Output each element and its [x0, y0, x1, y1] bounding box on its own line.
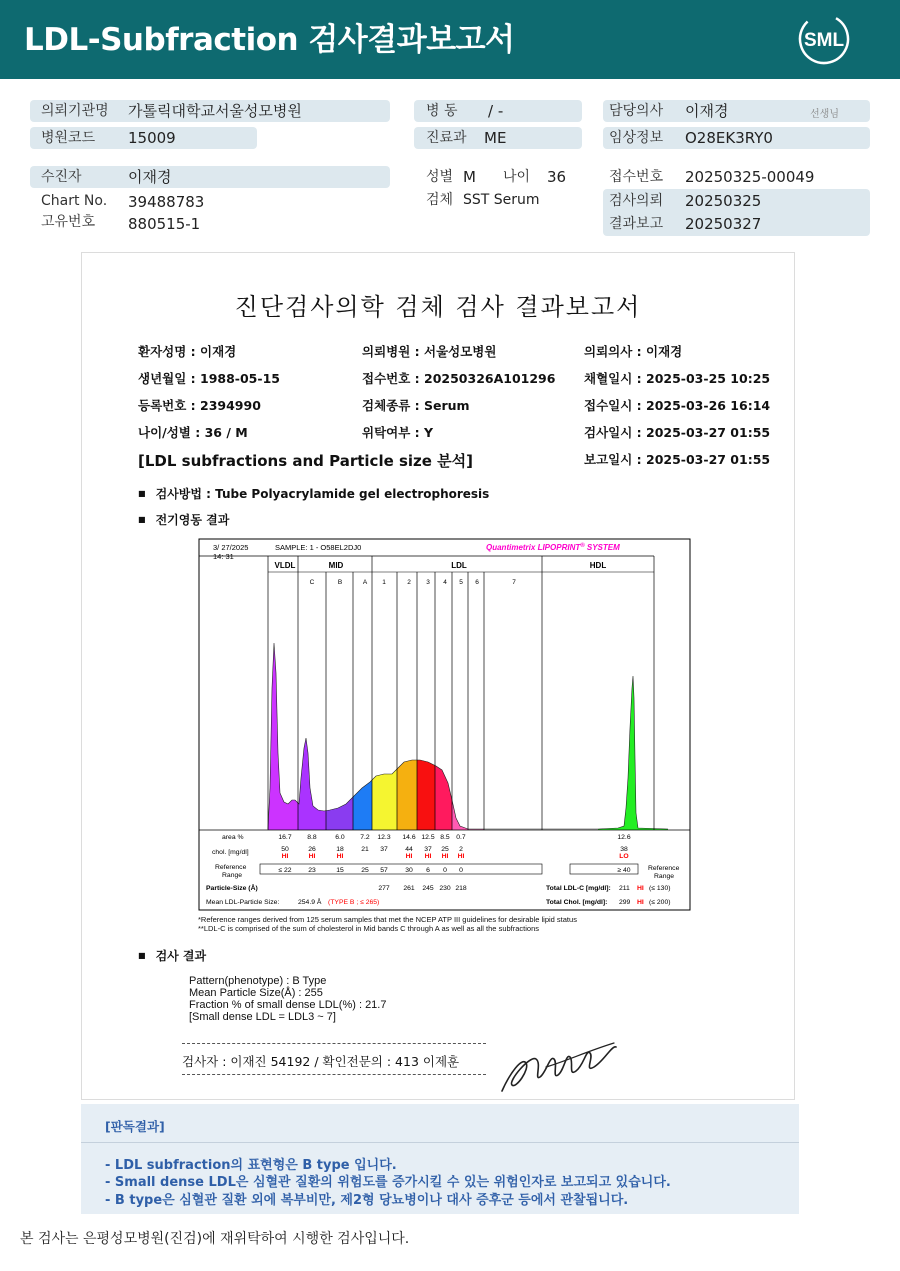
- ward-value: / -: [488, 102, 504, 120]
- flag-cell-HDL: LO: [619, 853, 629, 860]
- receipt-no-value: 20250325-00049: [685, 168, 815, 186]
- total-ldl-label: Total LDL-C [mg/dl]:: [546, 885, 611, 892]
- ref-cell-2: 30: [405, 867, 413, 874]
- requesting-org-label: 의뢰기관명: [41, 103, 109, 119]
- particle-size-1: 277: [378, 885, 390, 892]
- request-date-value: 20250325: [685, 192, 762, 210]
- chart-time: 14: 31: [213, 552, 234, 561]
- patient-label: 수진자: [41, 169, 82, 185]
- request-date-label: 검사의뢰: [609, 193, 664, 209]
- result-small-dense-fraction: Fraction % of small dense LDL(%) : 21.7: [189, 999, 387, 1011]
- report-test-time: 검사일시 : 2025-03-27 01:55: [584, 425, 771, 440]
- particle-size-5: 218: [455, 885, 467, 892]
- footnote-reference: *Reference ranges derived from 125 serum samples that met the NCEP ATP III guidelines for desirable lipid status: [198, 915, 577, 924]
- ref-cell-C: 23: [308, 867, 316, 874]
- report-registration-no: 등록번호 : 2394990: [138, 398, 261, 413]
- row-label-ref-2: Range: [222, 872, 243, 879]
- doctor-value: 이재경: [685, 102, 729, 120]
- verdict-item-3: - B type은 심혈관 질환 외에 복부비만, 제2형 당뇨병이나 대사 증후군 등에서 관찰됩니다.: [105, 1193, 629, 1208]
- band-label-5: 5: [459, 579, 463, 586]
- lipoprint-chart: [198, 538, 692, 912]
- chol-cell-5: 2: [459, 846, 463, 853]
- ref-cell-5: 0: [459, 867, 463, 874]
- row-label-area: area %: [222, 834, 244, 841]
- verdict-title: [판독결과]: [105, 1119, 165, 1134]
- report-receipt-no: 접수번호 : 20250326A101296: [362, 371, 556, 386]
- flag-cell-4: HI: [441, 853, 449, 860]
- clinical-value: O28EK3RY0: [685, 129, 773, 147]
- result-small-dense-def: [Small dense LDL = LDL3 ~ 7]: [189, 1011, 336, 1023]
- patient-value: 이재경: [128, 168, 172, 186]
- band-label-4: 4: [443, 579, 447, 586]
- ward-label: 병 동: [426, 103, 458, 119]
- flag-cell-2: HI: [405, 853, 413, 860]
- sex-value: M: [463, 168, 476, 186]
- report-report-time: 보고일시 : 2025-03-27 01:55: [584, 452, 771, 467]
- flag-cell-C: HI: [308, 853, 316, 860]
- row-label-ref-r2: Range: [654, 873, 675, 880]
- footer-note: 본 검사는 은평성모병원(진검)에 재위탁하여 시행한 검사입니다.: [20, 1231, 410, 1247]
- area-cell-VLDL: 16.7: [278, 834, 292, 841]
- row-label-ref-r1: Reference: [648, 865, 680, 872]
- footnote-ldlc: **LDL-C is comprised of the sum of cholesterol in Mid bands C through A as well as all the subfractions: [198, 924, 540, 933]
- flag-cell-VLDL: HI: [281, 853, 289, 860]
- age-label: 나이: [503, 169, 531, 185]
- ref-cell-HDL: ≥ 40: [617, 867, 631, 874]
- department-value: ME: [484, 129, 507, 147]
- total-ldl-flag: HI: [637, 885, 644, 892]
- chol-cell-B: 18: [336, 846, 344, 853]
- embedded-report: [81, 252, 795, 1100]
- chart-sample: SAMPLE: 1 - O58EL2DJ0: [275, 543, 362, 552]
- row-label-mean: Mean LDL-Particle Size:: [206, 899, 280, 906]
- particle-size-4: 230: [439, 885, 451, 892]
- page-title: LDL-Subfraction 검사결과보고서: [24, 22, 515, 58]
- chart-date: 3/ 27/2025: [213, 543, 249, 552]
- analysis-section-title: [LDL subfractions and Particle size 분석]: [138, 452, 474, 470]
- row-label-ref-1: Reference: [215, 864, 247, 871]
- particle-size-3: 245: [422, 885, 434, 892]
- signature-divider-top: [182, 1043, 486, 1044]
- row-label-particle: Particle-Size (Å): [206, 885, 258, 892]
- chart-brand: Quantimetrix LIPOPRINT® SYSTEM: [486, 543, 620, 552]
- unique-no-label: 고유번호: [41, 214, 96, 230]
- area-cell-B: 6.0: [335, 834, 345, 841]
- result-pattern: Pattern(phenotype) : B Type: [189, 975, 327, 987]
- band-label-a: A: [362, 579, 368, 586]
- department-label: 진료과: [426, 130, 467, 146]
- report-hospital: 의뢰병원 : 서울성모병원: [362, 344, 497, 359]
- result-mean-size: Mean Particle Size(Å) : 255: [189, 987, 323, 999]
- area-cell-3: 12.5: [421, 834, 435, 841]
- chol-cell-4: 25: [441, 846, 449, 853]
- band-label-1: 1: [382, 579, 386, 586]
- total-ldl-value: 211: [619, 885, 630, 892]
- ref-cell-4: 0: [443, 867, 447, 874]
- band-label-6: 6: [475, 579, 479, 586]
- results-title: ■ 검사 결과: [138, 947, 206, 964]
- requesting-org-value: 가톨릭대학교서울성모병원: [128, 102, 302, 120]
- report-specimen-type: 검체종류 : Serum: [362, 398, 470, 413]
- report-collection-time: 채혈일시 : 2025-03-25 10:25: [584, 371, 771, 386]
- report-date-label: 결과보고: [609, 216, 664, 232]
- logo-text: SML: [803, 30, 845, 51]
- doctor-suffix: 선생님: [810, 109, 839, 120]
- area-cell-HDL: 12.6: [617, 834, 631, 841]
- flag-cell-5: HI: [457, 853, 465, 860]
- area-cell-C: 8.8: [307, 834, 317, 841]
- header-bar: [0, 0, 900, 79]
- report-consignment: 위탁여부 : Y: [362, 425, 434, 440]
- receipt-no-label: 접수번호: [609, 169, 664, 185]
- hospital-code-value: 15009: [128, 129, 176, 147]
- area-cell-5: 0.7: [456, 834, 466, 841]
- row-label-chol: chol. [mg/dl]: [212, 849, 249, 856]
- ref-cell-3: 6: [426, 867, 430, 874]
- specimen-label: 검체: [426, 192, 454, 208]
- group-label-ldl: LDL: [451, 561, 467, 570]
- report-date-value: 20250327: [685, 215, 762, 233]
- signature-divider-bottom: [182, 1074, 486, 1075]
- chol-cell-A: 21: [361, 846, 369, 853]
- patient-bar: [30, 166, 390, 188]
- clinical-label: 임상정보: [609, 130, 664, 146]
- report-title: 진단검사의학 검체 검사 결과보고서: [234, 293, 642, 321]
- ref-cell-B: 15: [336, 867, 344, 874]
- total-chol-label: Total Chol. [mg/dl]:: [546, 899, 608, 906]
- group-label-mid: MID: [328, 561, 344, 570]
- total-chol-ref: (≤ 200): [649, 899, 671, 906]
- chol-cell-VLDL: 50: [281, 846, 289, 853]
- particle-size-2: 261: [403, 885, 415, 892]
- verdict-item-1: - LDL subfraction의 표현형은 B type 입니다.: [105, 1158, 397, 1173]
- electrophoresis-title: ■ 전기영동 결과: [138, 511, 229, 528]
- verdict-divider: [81, 1142, 799, 1143]
- chol-cell-3: 37: [424, 846, 432, 853]
- ref-cell-1: 57: [380, 867, 388, 874]
- group-label-vldl: VLDL: [274, 561, 296, 570]
- handwritten-signature: [496, 1037, 622, 1099]
- chol-cell-2: 44: [405, 846, 413, 853]
- chol-cell-1: 37: [380, 846, 388, 853]
- chol-cell-C: 26: [308, 846, 316, 853]
- chol-cell-HDL: 38: [620, 846, 628, 853]
- group-label-hdl: HDL: [589, 561, 607, 570]
- flag-cell-3: HI: [424, 853, 432, 860]
- report-receipt-time: 접수일시 : 2025-03-26 16:14: [584, 398, 771, 413]
- band-label-7: 7: [512, 579, 516, 586]
- area-cell-1: 12.3: [377, 834, 391, 841]
- sml-logo: [796, 12, 852, 66]
- verdict-item-2: - Small dense LDL은 심혈관 질환의 위험도를 증가시킬 수 있는 위험인자로 보고되고 있습니다.: [105, 1175, 671, 1190]
- band-label-2: 2: [407, 579, 411, 586]
- verdict-panel: [81, 1104, 799, 1214]
- specimen-value: SST Serum: [463, 192, 540, 208]
- report-age-sex: 나이/성별 : 36 / M: [138, 425, 248, 440]
- sex-label: 성별: [426, 169, 454, 185]
- mean-type-value: (TYPE B ; ≤ 265): [328, 899, 380, 906]
- age-value: 36: [547, 168, 567, 186]
- report-patient-name: 환자성명 : 이재경: [138, 344, 237, 359]
- hospital-code-label: 병원코드: [41, 130, 96, 146]
- area-cell-A: 7.2: [360, 834, 370, 841]
- doctor-label: 담당의사: [609, 103, 664, 119]
- report-birth-date: 생년월일 : 1988-05-15: [138, 371, 280, 386]
- chart-no-value: 39488783: [128, 193, 205, 211]
- total-chol-flag: HI: [637, 899, 644, 906]
- test-method: ■ 검사방법 : Tube Polyacrylamide gel electrophoresis: [138, 485, 489, 502]
- signature-line: 검사자 : 이재진 54192 / 확인전문의 : 413 이제훈: [182, 1054, 460, 1069]
- flag-cell-B: HI: [336, 853, 344, 860]
- unique-no-value: 880515-1: [128, 215, 201, 233]
- band-label-3: 3: [426, 579, 430, 586]
- chart-no-label: Chart No.: [41, 193, 108, 209]
- total-ldl-ref: (≤ 130): [649, 885, 671, 892]
- mean-size-value: 254.9 Å: [298, 899, 322, 906]
- ref-cell-VLDL: ≤ 22: [278, 867, 292, 874]
- band-label-b: B: [337, 579, 343, 586]
- chart-brand-reg: ®: [580, 543, 585, 549]
- band-label-c: C: [309, 579, 315, 586]
- ref-cell-A: 25: [361, 867, 369, 874]
- area-cell-2: 14.6: [402, 834, 416, 841]
- chart-brand-suffix: SYSTEM: [584, 543, 620, 552]
- area-cell-4: 8.5: [440, 834, 450, 841]
- total-chol-value: 299: [619, 899, 631, 906]
- report-doctor: 의뢰의사 : 이재경: [584, 344, 683, 359]
